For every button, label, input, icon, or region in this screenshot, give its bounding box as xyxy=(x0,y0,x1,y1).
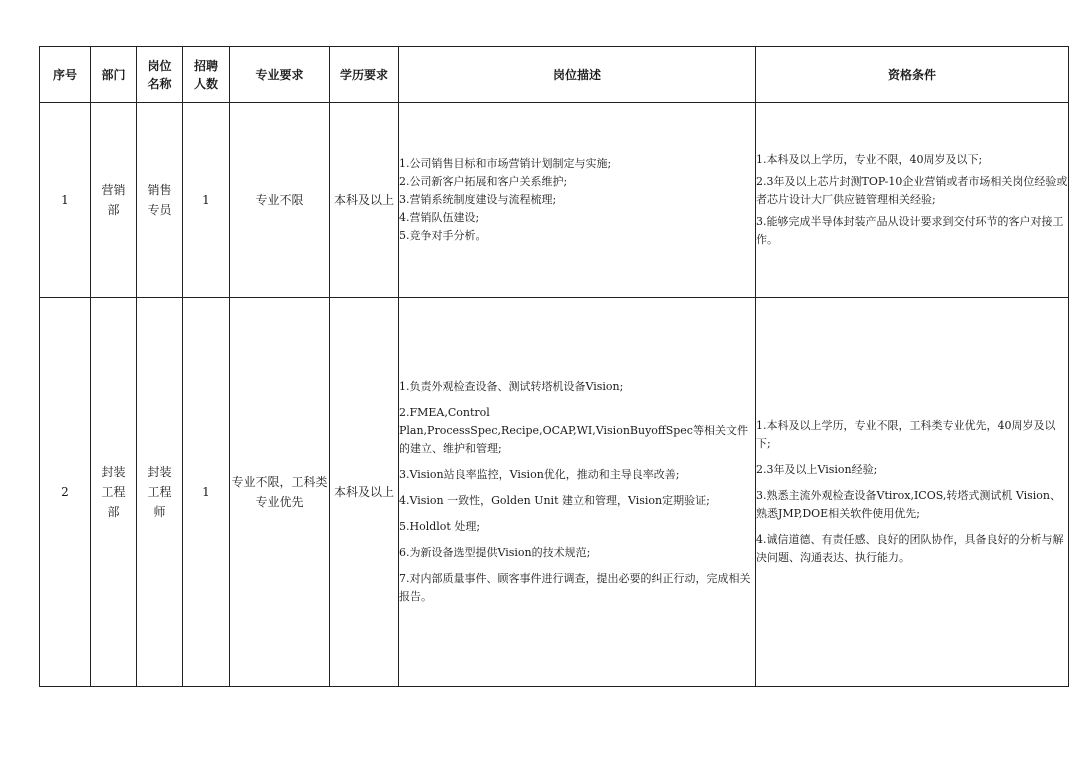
row-qualifications xyxy=(756,298,1069,687)
col-education-header: 学历要求 xyxy=(330,47,399,103)
description-item: 3.营销系统制度建设与流程梳理; xyxy=(399,193,557,206)
col-qualifications-header: 资格条件 xyxy=(756,47,1069,103)
row-position: 销售 专员 xyxy=(137,103,183,298)
qualification-item: 2.3年及以上芯片封测TOP-10企业营销或者市场相关岗位经验或者芯片设计大厂供应链管理相关经验; xyxy=(756,175,1068,206)
col-dept-header: 部门 xyxy=(91,47,137,103)
row-count: 1 xyxy=(183,103,230,298)
row-dept: 营销 部 xyxy=(91,103,137,298)
table-row xyxy=(40,103,1069,298)
description-item: 2.FMEA,Control Plan,ProcessSpec,Recipe,OCAP,WI,VisionBuyoffSpec等相关文件的建立、维护和管理; xyxy=(399,406,748,455)
description-item: 6.为新设备选型提供Vision的技术规范; xyxy=(399,546,591,559)
row-position: 封装 工程 师 xyxy=(137,298,183,687)
qualification-item: 3.熟悉主流外观检查设备Vtirox,ICOS,转塔式测试机 Vision、熟悉JMP,DOE相关软件使用优先; xyxy=(756,489,1062,520)
col-count-header: 招聘 人数 xyxy=(183,47,230,103)
row-description xyxy=(399,298,756,687)
description-item: 4.Vision 一致性，Golden Unit 建立和管理，Vision定期验证; xyxy=(399,494,710,507)
qualification-item: 1.本科及以上学历，专业不限，40周岁及以下; xyxy=(756,153,983,166)
row-count: 1 xyxy=(183,298,230,687)
row-major: 专业不限，工科类专业优先 xyxy=(230,298,330,687)
table-row xyxy=(40,298,1069,687)
row-education: 本科及以上 xyxy=(330,103,399,298)
col-position-header: 岗位 名称 xyxy=(137,47,183,103)
qualification-item: 1.本科及以上学历，专业不限，工科类专业优先，40周岁及以下; xyxy=(756,419,1056,450)
description-item: 4.营销队伍建设; xyxy=(399,211,480,224)
row-qualifications xyxy=(756,103,1069,298)
col-major-header: 专业要求 xyxy=(230,47,330,103)
col-description-header: 岗位描述 xyxy=(399,47,756,103)
qualification-item: 3.能够完成半导体封装产品从设计要求到交付环节的客户对接工作。 xyxy=(756,215,1064,246)
description-item: 5.Holdlot 处理; xyxy=(399,520,481,533)
qualification-item: 4.诚信道德、有责任感、良好的团队协作，具备良好的分析与解决问题、沟通表达、执行能力。 xyxy=(756,533,1064,564)
description-item: 1.公司销售目标和市场营销计划制定与实施; xyxy=(399,157,612,170)
header-row xyxy=(40,47,1069,103)
row-description xyxy=(399,103,756,298)
qualification-item: 2.3年及以上Vision经验; xyxy=(756,463,878,476)
description-item: 3.Vision站良率监控，Vision优化，推动和主导良率改善; xyxy=(399,468,680,481)
row-no: 1 xyxy=(40,103,91,298)
recruitment-table xyxy=(39,46,1069,687)
description-item: 7.对内部质量事件、顾客事件进行调查，提出必要的纠正行动，完成相关报告。 xyxy=(399,572,751,603)
description-item: 1.负责外观检查设备、测试转塔机设备Vision; xyxy=(399,380,624,393)
row-education: 本科及以上 xyxy=(330,298,399,687)
row-major: 专业不限 xyxy=(230,103,330,298)
description-item: 5.竞争对手分析。 xyxy=(399,229,487,242)
col-no-header: 序号 xyxy=(40,47,91,103)
description-item: 2.公司新客户拓展和客户关系维护; xyxy=(399,175,568,188)
row-no: 2 xyxy=(40,298,91,687)
row-dept: 封装 工程 部 xyxy=(91,298,137,687)
